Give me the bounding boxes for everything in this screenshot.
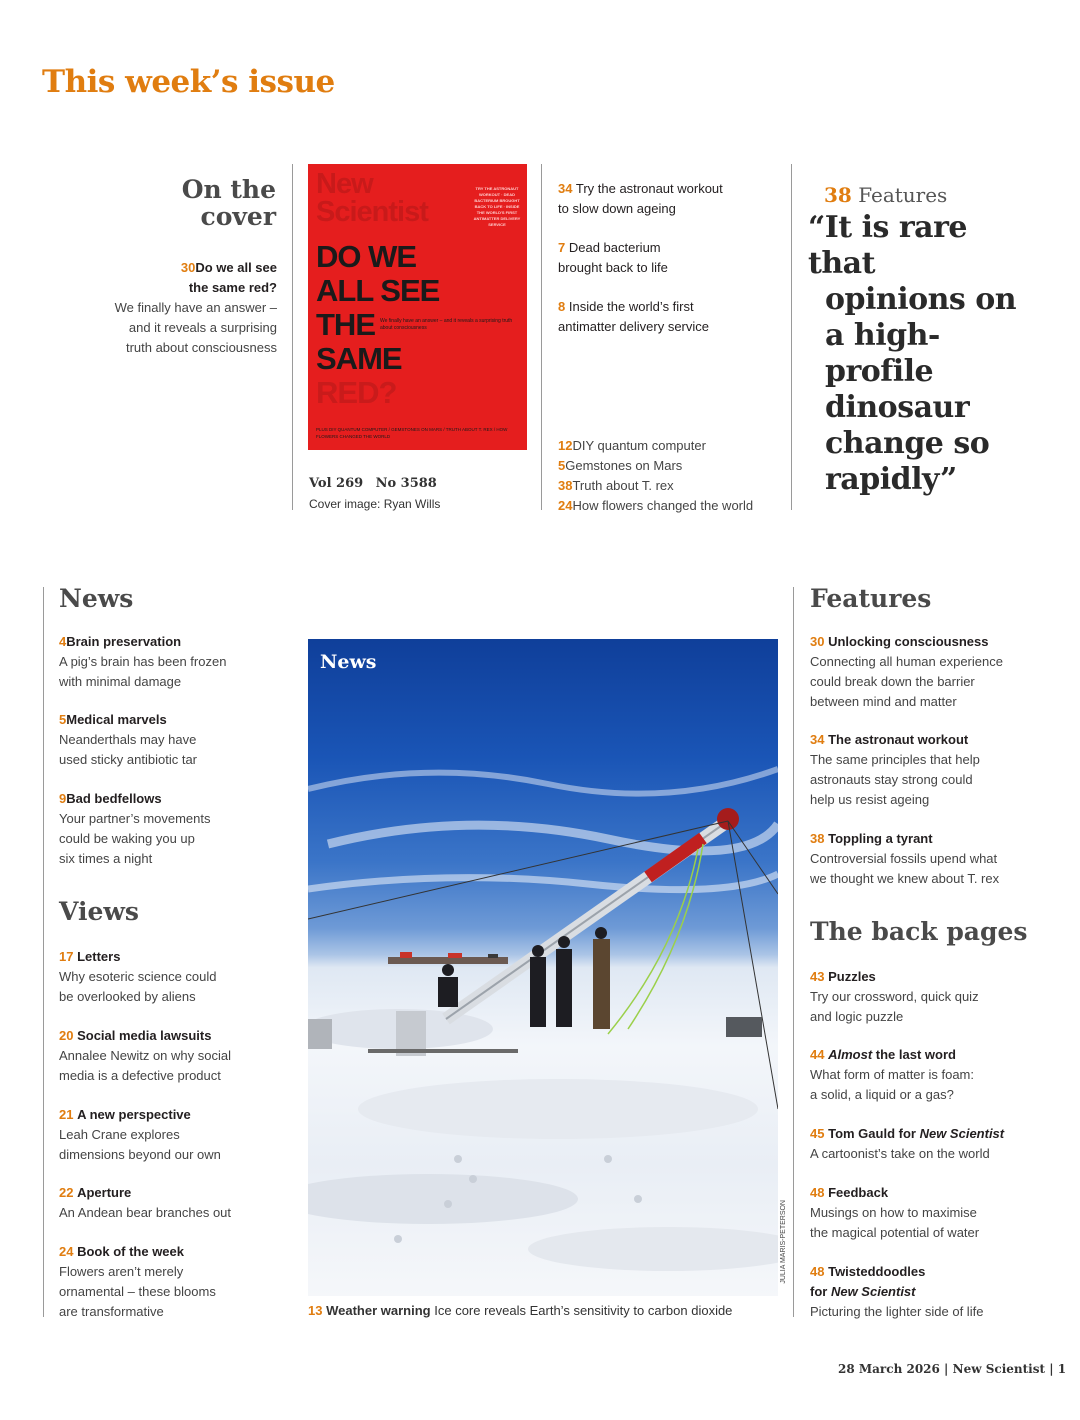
section-label: Features: [858, 183, 948, 207]
views-item[interactable]: [59, 1242, 279, 1322]
page-number: 24: [59, 1244, 74, 1259]
magazine-cover-image[interactable]: [308, 164, 527, 450]
item-desc: used sticky antibiotic tar: [59, 752, 198, 767]
page-number: 30: [810, 634, 825, 649]
page-number: 7: [558, 240, 566, 255]
cover-credit: Cover image: Ryan Wills: [309, 497, 441, 511]
item-title: Brain preservation: [66, 634, 182, 649]
list-item-text: How flowers changed the world: [572, 498, 754, 513]
cover-line-text: to slow down ageing: [558, 201, 676, 216]
item-desc: could be waking you up: [59, 831, 195, 846]
volume-label: Vol 269: [309, 476, 364, 491]
page-title: This week’s issue: [42, 64, 335, 100]
page-number: 38: [558, 478, 573, 493]
item-title: the last word: [875, 1047, 956, 1062]
item-desc: six times a night: [59, 851, 153, 866]
page-number: 13: [308, 1303, 323, 1318]
item-desc: An Andean bear branches out: [59, 1205, 232, 1220]
item-desc: could break down the barrier: [810, 674, 975, 689]
back-pages-item[interactable]: [810, 967, 1040, 1027]
headline-line: DO WE: [316, 239, 417, 274]
photo-caption[interactable]: [308, 1303, 778, 1318]
item-desc: Controversial fossils upend what: [810, 851, 998, 866]
back-pages-item[interactable]: [810, 1045, 1040, 1105]
item-desc: are transformative: [59, 1304, 164, 1319]
page-number: 22: [59, 1185, 74, 1200]
page-number: 12: [558, 438, 573, 453]
cover-line-text: brought back to life: [558, 260, 668, 275]
item-desc: dimensions beyond our own: [59, 1147, 221, 1162]
photo-credit: JULIA MARIS-PETERSON: [780, 1200, 787, 1284]
headline-line: ALL SEE: [316, 273, 440, 308]
item-desc: Your partner’s movements: [59, 811, 211, 826]
views-item[interactable]: [59, 1026, 279, 1086]
heading-line: cover: [200, 202, 276, 231]
quote-line: a high-profile: [825, 318, 940, 389]
news-item[interactable]: [59, 632, 279, 692]
features-item[interactable]: [810, 829, 1040, 889]
item-desc: astronauts stay strong could: [810, 772, 973, 787]
cover-small-list: [558, 436, 788, 516]
features-item[interactable]: [810, 632, 1040, 712]
page-number: 8: [558, 299, 566, 314]
back-pages-item[interactable]: [810, 1124, 1040, 1164]
page-number: 48: [810, 1264, 825, 1279]
item-title: Toppling a tyrant: [828, 831, 933, 846]
volume-issue: [309, 476, 437, 491]
list-item[interactable]: [558, 456, 788, 476]
cover-line-item[interactable]: [558, 179, 783, 219]
page-number: 4: [59, 634, 67, 649]
news-item[interactable]: [59, 710, 279, 770]
quote-line: dinosaur: [825, 390, 970, 425]
masthead-line: Scientist: [316, 196, 428, 228]
item-desc: media is a defective product: [59, 1068, 221, 1083]
cover-line-item[interactable]: [558, 297, 783, 337]
page-number: 34: [810, 732, 825, 747]
page-number: 38: [810, 831, 825, 846]
photo-section-label: News: [320, 651, 377, 673]
magazine-subtitle: We finally have an answer – and it reveals a surprising truth about consciousness: [380, 318, 513, 331]
item-title-emphasis: Almost: [828, 1047, 873, 1062]
features-heading: Features: [810, 584, 932, 613]
quote-line: “It is rare that: [808, 210, 967, 281]
quote-line: change so: [825, 426, 990, 461]
pull-quote: [808, 210, 1038, 498]
item-title: Twisteddoodles: [828, 1264, 926, 1279]
views-item[interactable]: [59, 947, 279, 1007]
list-item[interactable]: [558, 436, 788, 456]
quote-line: opinions on: [825, 282, 1017, 317]
item-desc: Annalee Newitz on why social: [59, 1048, 231, 1063]
story-desc: truth about consciousness: [125, 340, 277, 355]
masthead-line: New: [316, 168, 373, 200]
column-divider: [292, 164, 293, 510]
page-number: 17: [59, 949, 74, 964]
news-heading: News: [59, 584, 134, 613]
item-title-emphasis: New Scientist: [830, 1284, 916, 1299]
item-desc: What form of matter is foam:: [810, 1067, 974, 1082]
item-title: Puzzles: [828, 969, 876, 984]
caption-text: Ice core reveals Earth’s sensitivity to carbon dioxide: [434, 1303, 733, 1318]
cover-line-text: Inside the world’s first: [568, 299, 694, 314]
views-item[interactable]: [59, 1183, 279, 1223]
item-desc: and logic puzzle: [810, 1009, 904, 1024]
page-number: 24: [558, 498, 573, 513]
item-desc: Leah Crane explores: [59, 1127, 180, 1142]
news-item[interactable]: [59, 789, 279, 869]
item-title: Unlocking consciousness: [828, 634, 989, 649]
cover-line-text: antimatter delivery service: [558, 319, 709, 334]
column-divider: [541, 164, 542, 510]
magazine-footer: PLUS DIY QUANTUM COMPUTER / GEMSTONES ON MARS / TRUTH ABOUT T. REX / HOW FLOWERS CHANGED THE WORLD: [316, 427, 508, 439]
issue-date: 28 March 2026: [838, 1362, 940, 1376]
item-title: Tom Gauld for: [828, 1126, 916, 1141]
page-number: 45: [810, 1126, 825, 1141]
folio-page-number: 1: [1057, 1362, 1067, 1376]
list-item-text: Truth about T. rex: [572, 478, 674, 493]
page-number: 48: [810, 1185, 825, 1200]
item-desc: Picturing the lighter side of life: [810, 1304, 984, 1319]
page-number: 5: [59, 712, 67, 727]
issue-label: No 3588: [375, 476, 437, 491]
views-item[interactable]: [59, 1105, 279, 1165]
item-desc: between mind and matter: [810, 694, 957, 709]
page-number: 21: [59, 1107, 74, 1122]
story-title: the same red?: [188, 280, 277, 295]
item-desc: The same principles that help: [810, 752, 980, 767]
page-folio: 28 March 2026 | New Scientist | 1: [838, 1362, 1067, 1376]
item-desc: A cartoonist’s take on the world: [810, 1146, 990, 1161]
on-the-cover-heading: [150, 176, 276, 230]
item-desc: help us resist ageing: [810, 792, 930, 807]
page-number: 38: [824, 183, 852, 207]
story-desc: and it reveals a surprising: [128, 320, 277, 335]
list-item-text: DIY quantum computer: [572, 438, 706, 453]
headline-line: SAME: [316, 341, 402, 376]
headline-line: RED?: [316, 375, 397, 410]
item-desc: Why esoteric science could: [59, 969, 217, 984]
ice-core-scene-illustration: [308, 639, 778, 1296]
item-title: Aperture: [77, 1185, 132, 1200]
item-title: Bad bedfellows: [66, 791, 162, 806]
views-heading: Views: [59, 897, 139, 926]
list-item[interactable]: [558, 496, 788, 516]
item-desc: Flowers aren’t merely: [59, 1264, 184, 1279]
column-divider: [793, 587, 794, 1317]
page-number: 5: [558, 458, 566, 473]
item-title: Social media lawsuits: [77, 1028, 212, 1043]
features-quote-label[interactable]: [824, 183, 947, 207]
headline-line: THE: [316, 307, 375, 342]
item-title: Medical marvels: [66, 712, 167, 727]
item-desc: Musings on how to maximise: [810, 1205, 977, 1220]
item-desc: a solid, a liquid or a gas?: [810, 1087, 954, 1102]
column-divider: [43, 587, 44, 1317]
page-number: 9: [59, 791, 67, 806]
snow-drifts: [308, 1009, 778, 1271]
item-desc: we thought we knew about T. rex: [810, 871, 1000, 886]
features-item[interactable]: [810, 730, 1040, 810]
item-desc: Neanderthals may have: [59, 732, 197, 747]
page-number: 43: [810, 969, 825, 984]
item-desc: the magical potential of water: [810, 1225, 980, 1240]
magazine-masthead: [316, 170, 428, 226]
item-title: A new perspective: [77, 1107, 191, 1122]
news-photo[interactable]: [308, 639, 778, 1296]
heading-line: On the: [181, 175, 276, 204]
list-item-text: Gemstones on Mars: [565, 458, 683, 473]
item-title: Feedback: [828, 1185, 889, 1200]
item-desc: A pig’s brain has been frozen: [59, 654, 227, 669]
caption-title: Weather warning: [326, 1303, 431, 1318]
item-title: Letters: [77, 949, 121, 964]
cover-line-text: Try the astronaut workout: [575, 181, 723, 196]
magazine-teasers: TRY THE ASTRONAUT WORKOUT · DEAD BACTERIUM BROUGHT BACK TO LIFE · INSIDE THE WORLD'S FIRST ANTIMATTER DELIVERY SERVICE: [473, 186, 521, 227]
page-number: 44: [810, 1047, 825, 1062]
item-desc: ornamental – these blooms: [59, 1284, 216, 1299]
item-title: for: [810, 1284, 828, 1299]
quote-line: rapidly”: [825, 462, 957, 497]
item-desc: Try our crossword, quick quiz: [810, 989, 979, 1004]
page-number: 20: [59, 1028, 74, 1043]
horizon-camp: [388, 952, 508, 964]
cover-story[interactable]: [100, 258, 277, 358]
cover-line-text: Dead bacterium: [568, 240, 661, 255]
back-pages-item[interactable]: [810, 1183, 1040, 1243]
item-title: The astronaut workout: [828, 732, 969, 747]
page-number: 34: [558, 181, 573, 196]
item-desc: be overlooked by aliens: [59, 989, 196, 1004]
item-title-emphasis: New Scientist: [919, 1126, 1005, 1141]
list-item[interactable]: [558, 476, 788, 496]
page-number: 30: [180, 260, 196, 275]
publication-name: New Scientist: [952, 1362, 1046, 1376]
story-title: Do we all see: [195, 260, 277, 275]
back-pages-heading: The back pages: [810, 917, 1028, 946]
item-title: Book of the week: [77, 1244, 185, 1259]
back-pages-item[interactable]: [810, 1262, 1040, 1322]
cover-line-item[interactable]: [558, 238, 783, 278]
story-desc: We finally have an answer –: [114, 300, 277, 315]
item-desc: Connecting all human experience: [810, 654, 1003, 669]
item-desc: with minimal damage: [59, 674, 182, 689]
column-divider: [791, 164, 792, 510]
